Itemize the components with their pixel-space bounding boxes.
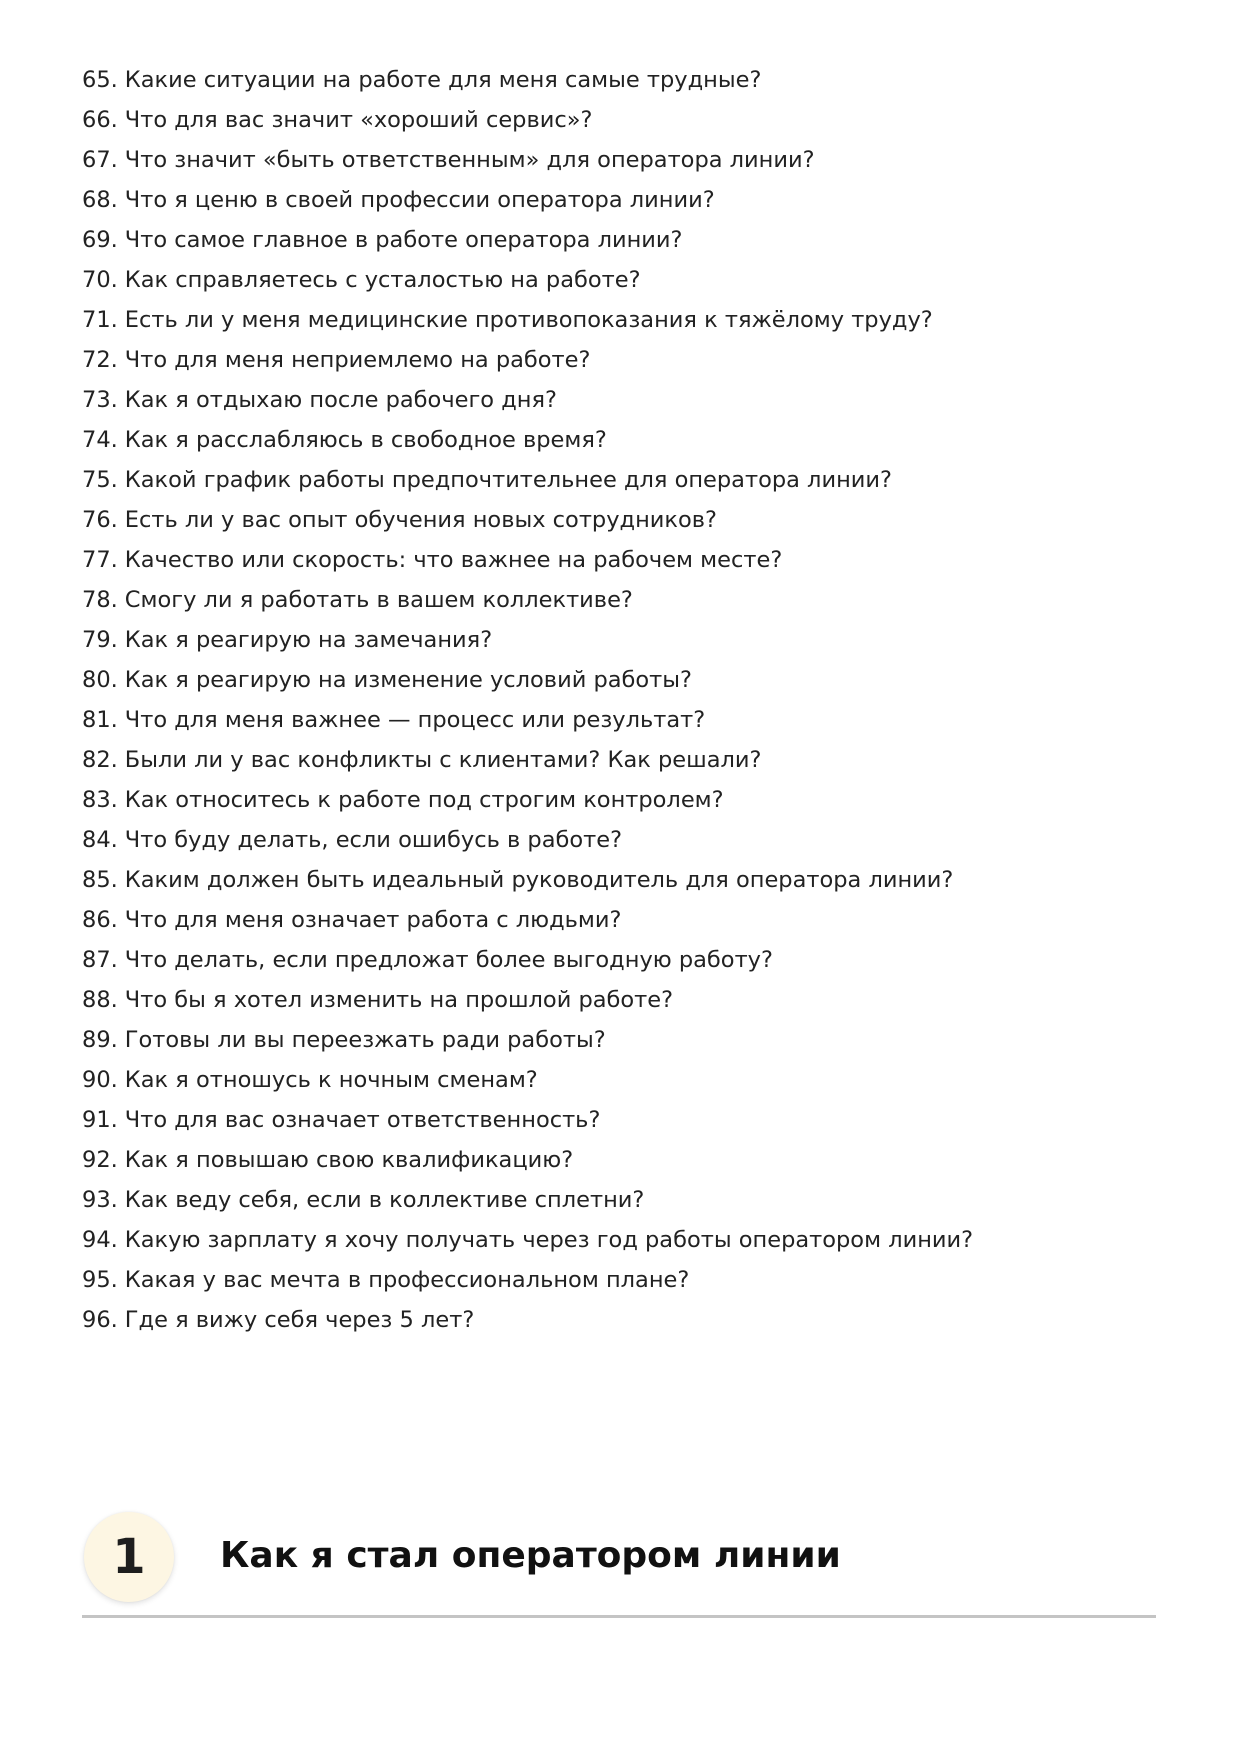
question-number: 88. [82, 987, 118, 1013]
list-item [82, 460, 973, 500]
question-text: Что значит «быть ответственным» для оператора линии? [124, 147, 815, 173]
list-item [82, 180, 973, 220]
list-item [82, 380, 973, 420]
question-number: 80. [82, 667, 118, 693]
question-text: Каким должен быть идеальный руководитель для оператора линии? [124, 867, 954, 893]
question-text: Что бы я хотел изменить на прошлой работе? [124, 987, 674, 1013]
list-item [82, 700, 973, 740]
question-text: Что для меня неприемлемо на работе? [124, 347, 591, 373]
list-item [82, 820, 973, 860]
question-number: 68. [82, 187, 118, 213]
list-item [82, 1300, 973, 1340]
question-text: Что буду делать, если ошибусь в работе? [124, 827, 623, 853]
question-text: Как я реагирую на изменение условий работы? [124, 667, 692, 693]
question-number: 75. [82, 467, 118, 493]
question-list [82, 60, 973, 1340]
list-item [82, 1020, 973, 1060]
question-number: 76. [82, 507, 118, 533]
section-title: Как я стал оператором линии [220, 1535, 841, 1576]
question-number: 94. [82, 1227, 118, 1253]
question-text: Где я вижу себя через 5 лет? [124, 1307, 475, 1333]
question-text: Что делать, если предложат более выгодную работу? [124, 947, 773, 973]
question-text: Как я отдыхаю после рабочего дня? [124, 387, 557, 413]
question-text: Были ли у вас конфликты с клиентами? Как решали? [124, 747, 762, 773]
question-text: Как относитесь к работе под строгим контролем? [124, 787, 724, 813]
question-number: 86. [82, 907, 118, 933]
question-text: Что для вас значит «хороший сервис»? [124, 107, 593, 133]
question-number: 93. [82, 1187, 118, 1213]
list-item [82, 860, 973, 900]
question-number: 85. [82, 867, 118, 893]
list-item [82, 220, 973, 260]
list-item [82, 660, 973, 700]
list-item [82, 1060, 973, 1100]
question-text: Как я реагирую на замечания? [124, 627, 493, 653]
question-number: 77. [82, 547, 118, 573]
question-text: Готовы ли вы переезжать ради работы? [124, 1027, 606, 1053]
question-number: 92. [82, 1147, 118, 1173]
question-text: Какие ситуации на работе для меня самые трудные? [124, 67, 762, 93]
list-item [82, 60, 973, 100]
question-text: Есть ли у вас опыт обучения новых сотрудников? [124, 507, 717, 533]
list-item [82, 1100, 973, 1140]
list-item [82, 740, 973, 780]
list-item [82, 1220, 973, 1260]
question-number: 79. [82, 627, 118, 653]
question-text: Что для меня означает работа с людьми? [124, 907, 622, 933]
list-item [82, 260, 973, 300]
question-number: 89. [82, 1027, 118, 1053]
question-text: Что я ценю в своей профессии оператора линии? [124, 187, 715, 213]
section-header [82, 1512, 1156, 1618]
question-text: Смогу ли я работать в вашем коллективе? [124, 587, 633, 613]
question-number: 78. [82, 587, 118, 613]
list-item [82, 620, 973, 660]
list-item [82, 340, 973, 380]
list-item [82, 100, 973, 140]
list-item [82, 420, 973, 460]
question-text: Как я отношусь к ночным сменам? [124, 1067, 538, 1093]
question-text: Что для меня важнее — процесс или результат? [124, 707, 706, 733]
question-number: 83. [82, 787, 118, 813]
list-item [82, 300, 973, 340]
question-number: 67. [82, 147, 118, 173]
question-number: 70. [82, 267, 118, 293]
question-number: 65. [82, 67, 118, 93]
list-item [82, 980, 973, 1020]
question-text: Качество или скорость: что важнее на рабочем месте? [124, 547, 783, 573]
question-text: Что самое главное в работе оператора линии? [124, 227, 683, 253]
section-number-badge: 1 [84, 1512, 174, 1602]
question-text: Как веду себя, если в коллективе сплетни? [124, 1187, 645, 1213]
list-item [82, 140, 973, 180]
question-number: 84. [82, 827, 118, 853]
list-item [82, 540, 973, 580]
list-item [82, 580, 973, 620]
question-number: 81. [82, 707, 118, 733]
question-number: 87. [82, 947, 118, 973]
question-text: Есть ли у меня медицинские противопоказания к тяжёлому труду? [124, 307, 933, 333]
question-text: Что для вас означает ответственность? [124, 1107, 601, 1133]
list-item [82, 1180, 973, 1220]
question-number: 96. [82, 1307, 118, 1333]
question-number: 73. [82, 387, 118, 413]
question-number: 95. [82, 1267, 118, 1293]
question-text: Как справляетесь с усталостью на работе? [124, 267, 641, 293]
question-number: 91. [82, 1107, 118, 1133]
list-item [82, 500, 973, 540]
question-text: Какую зарплату я хочу получать через год работы оператором линии? [124, 1227, 974, 1253]
question-text: Какой график работы предпочтительнее для оператора линии? [124, 467, 892, 493]
list-item [82, 940, 973, 980]
question-text: Какая у вас мечта в профессиональном плане? [124, 1267, 690, 1293]
question-number: 66. [82, 107, 118, 133]
question-number: 72. [82, 347, 118, 373]
question-text: Как я расслабляюсь в свободное время? [124, 427, 607, 453]
question-number: 71. [82, 307, 118, 333]
question-number: 74. [82, 427, 118, 453]
list-item [82, 1140, 973, 1180]
question-number: 82. [82, 747, 118, 773]
list-item [82, 900, 973, 940]
question-number: 90. [82, 1067, 118, 1093]
list-item [82, 1260, 973, 1300]
list-item [82, 780, 973, 820]
question-number: 69. [82, 227, 118, 253]
question-text: Как я повышаю свою квалификацию? [124, 1147, 574, 1173]
